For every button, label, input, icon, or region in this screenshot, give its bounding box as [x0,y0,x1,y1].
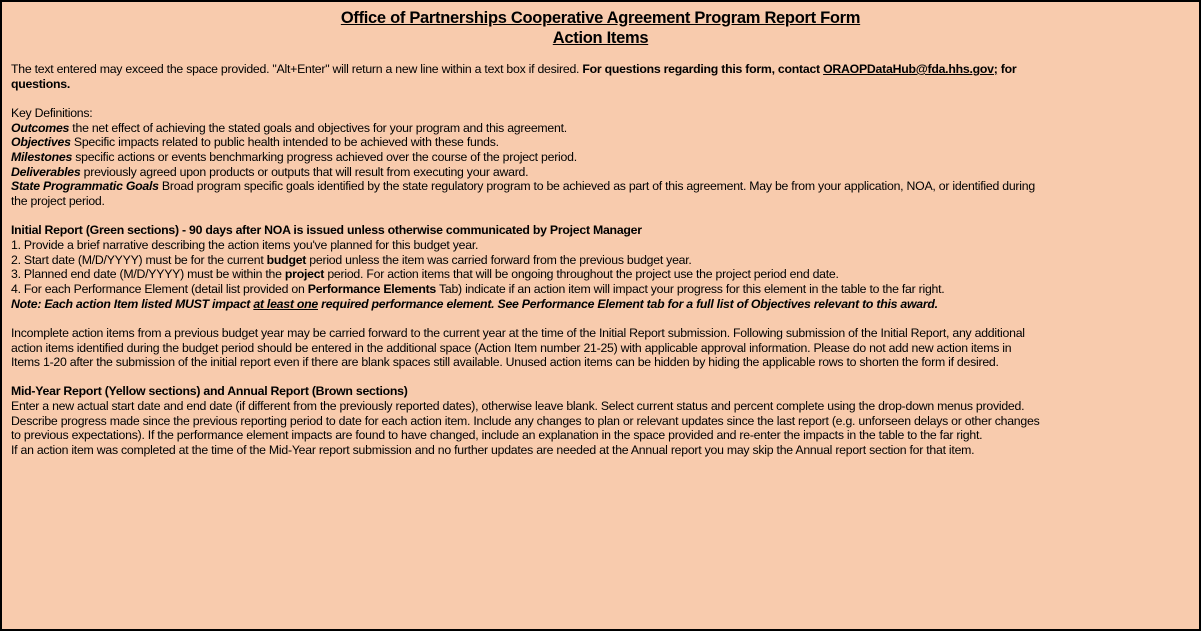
initial-step: 1. Provide a brief narrative describing the action items you've planned for this budget year. [11,237,479,252]
contact-email-link[interactable]: ORAOPDataHub@fda.hhs.gov; [823,62,998,76]
carry-forward-line: Incomplete action items from a previous budget year may be carried forward to the current year at the time of the Initial Report submission. Following submission of the Initial Report, any additional [11,325,1025,340]
intro-line2: questions. [11,76,70,91]
form-subtitle: Action Items [552,29,649,47]
intro-contact: For questions regarding this form, contact [582,62,824,76]
definitions-heading: Key Definitions: [11,105,93,120]
carry-forward-line: Items 1-20 after the submission of the initial report even if there are blank spaces still available. Unused action items can be hidden by hiding the applicable rows to shorten the form if desired. [11,355,999,370]
form-title: Office of Partnerships Cooperative Agreement Program Report Form [340,9,861,27]
intro-tail: for [997,62,1017,76]
intro-line [11,62,1191,77]
page-title [2,8,1199,48]
initial-report-heading: Initial Report (Green sections) - 90 days after NOA is issued unless otherwise communicated by Project Manager [11,223,642,238]
instructions [11,62,1191,458]
definition-item-cont: the project period. [11,194,105,208]
midyear-line: Enter a new actual start date and end date (if different from the previously reported dates), otherwise leave blank. Select current status and percent complete using the drop-down menus provided. [11,399,1025,414]
definition-item: Outcomes the net effect of achieving the stated goals and objectives for your program and this agreement. [11,120,567,135]
midyear-heading: Mid-Year Report (Yellow sections) and Annual Report (Brown sections) [11,384,408,399]
midyear-line: If an action item was completed at the time of the Mid-Year report submission and no further updates are needed at the Annual report you may skip the Annual report section for that item. [11,443,975,458]
definition-item: State Programmatic Goals Broad program specific goals identified by the state regulatory program to be achieved as part of this agreement. May be from your application, NOA, or identified during [11,179,1035,194]
intro-text: The text entered may exceed the space provided. "Alt+Enter" will return a new line within a text box if desired. [11,62,583,76]
definition-item: Milestones specific actions or events benchmarking progress achieved over the course of the project period. [11,149,577,164]
initial-step: 3. Planned end date (M/D/YYYY) must be within the project period. For action items that will be ongoing throughout the project use the project period end date. [11,267,839,282]
initial-step: 2. Start date (M/D/YYYY) must be for the current budget period unless the item was carried forward from the previous budget year. [11,252,692,267]
carry-forward-line: action items identified during the budget period should be entered in the additional space (Action Item number 21-25) with applicable approval information. Please do not add new action items in [11,340,1012,355]
initial-note: Note: Each action Item listed MUST impact at least one required performance element. See Performance Element tab for a full list of Objectives relevant to this award. [11,296,938,311]
initial-step: 4. For each Performance Element (detail list provided on Performance Elements Tab) indicate if an action item will impact your progress for this element in the table to the far right. [11,281,945,296]
definition-item: Deliverables previously agreed upon products or outputs that will result from executing your award. [11,164,529,179]
midyear-line: Describe progress made since the previous reporting period to date for each action item. Include any changes to plan or relevant updates since the last report (e.g. unforseen delays or other changes [11,413,1040,428]
definition-item: Objectives Specific impacts related to public health intended to be achieved with these funds. [11,135,499,150]
midyear-line: to previous expectations). If the performance element impacts are found to have changed, include an explanation in the space provided and re-enter the impacts in the table to the far right. [11,428,983,443]
